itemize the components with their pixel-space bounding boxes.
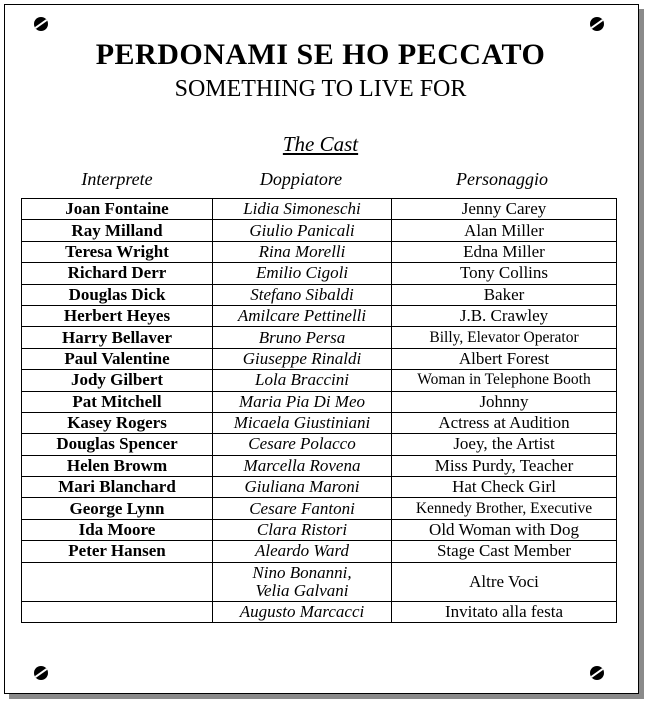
interprete-cell: Douglas Dick <box>22 284 213 305</box>
interprete-cell: Teresa Wright <box>22 241 213 262</box>
doppiatore-cell: Augusto Marcacci <box>213 601 392 622</box>
personaggio-cell: Tony Collins <box>392 263 617 284</box>
screw-icon <box>34 17 48 31</box>
table-row <box>22 519 617 540</box>
interprete-cell: Herbert Heyes <box>22 305 213 326</box>
doppiatore-cell: Aleardo Ward <box>213 541 392 562</box>
personaggio-cell: Jenny Carey <box>392 199 617 220</box>
table-row <box>22 601 617 622</box>
doppiatore-cell: Lola Braccini <box>213 370 392 391</box>
cast-heading: The Cast <box>282 132 359 156</box>
doppiatore-cell: Cesare Fantoni <box>213 498 392 519</box>
screw-icon <box>590 666 604 680</box>
personaggio-cell: Altre Voci <box>392 562 617 601</box>
table-row <box>22 412 617 433</box>
personaggio-cell: Stage Cast Member <box>392 541 617 562</box>
table-row <box>22 498 617 519</box>
doppiatore-cell: Micaela Giustiniani <box>213 412 392 433</box>
table-row <box>22 220 617 241</box>
interprete-cell: George Lynn <box>22 498 213 519</box>
column-header-personaggio: Personaggio <box>456 169 548 189</box>
personaggio-cell: Invitato alla festa <box>392 601 617 622</box>
doppiatore-line: Velia Galvani <box>255 580 349 600</box>
interprete-cell: Richard Derr <box>22 263 213 284</box>
personaggio-cell: Kennedy Brother, Executive <box>392 498 617 519</box>
table-row <box>22 284 617 305</box>
interprete-cell: Helen Browm <box>22 455 213 476</box>
personaggio-cell: Hat Check Girl <box>392 477 617 498</box>
screw-icon <box>34 666 48 680</box>
table-row <box>22 199 617 220</box>
page-subtitle: SOMETHING TO LIVE FOR <box>174 76 467 102</box>
table-row <box>22 434 617 455</box>
personaggio-cell: Joey, the Artist <box>392 434 617 455</box>
interprete-cell: Mari Blanchard <box>22 477 213 498</box>
screw-icon <box>590 17 604 31</box>
interprete-cell: Ray Milland <box>22 220 213 241</box>
doppiatore-cell: Giuliana Maroni <box>213 477 392 498</box>
personaggio-cell: Old Woman with Dog <box>392 519 617 540</box>
interprete-cell: Jody Gilbert <box>22 370 213 391</box>
interprete-cell: Kasey Rogers <box>22 412 213 433</box>
personaggio-cell: Billy, Elevator Operator <box>392 327 617 348</box>
personaggio-cell: Actress at Audition <box>392 412 617 433</box>
doppiatore-line: Nino Bonanni, <box>252 562 352 582</box>
personaggio-cell: Johnny <box>392 391 617 412</box>
table-row <box>22 562 617 601</box>
table-row <box>22 327 617 348</box>
personaggio-cell: Albert Forest <box>392 348 617 369</box>
interprete-cell: Harry Bellaver <box>22 327 213 348</box>
doppiatore-cell: Emilio Cigoli <box>213 263 392 284</box>
personaggio-cell: Baker <box>392 284 617 305</box>
personaggio-cell: Miss Purdy, Teacher <box>392 455 617 476</box>
doppiatore-cell: Amilcare Pettinelli <box>213 305 392 326</box>
interprete-cell: Douglas Spencer <box>22 434 213 455</box>
interprete-cell: Peter Hansen <box>22 541 213 562</box>
interprete-cell <box>22 562 213 601</box>
table-row <box>22 455 617 476</box>
table-row <box>22 263 617 284</box>
cast-table <box>21 198 617 623</box>
doppiatore-cell: Cesare Polacco <box>213 434 392 455</box>
personaggio-cell: Edna Miller <box>392 241 617 262</box>
doppiatore-cell: Lidia Simoneschi <box>213 199 392 220</box>
doppiatore-cell: Giulio Panicali <box>213 220 392 241</box>
table-row <box>22 241 617 262</box>
interprete-cell: Joan Fontaine <box>22 199 213 220</box>
doppiatore-cell: Marcella Rovena <box>213 455 392 476</box>
table-row <box>22 370 617 391</box>
doppiatore-cell: Clara Ristori <box>213 519 392 540</box>
personaggio-cell: J.B. Crawley <box>392 305 617 326</box>
doppiatore-cell <box>213 562 392 601</box>
doppiatore-cell: Maria Pia Di Meo <box>213 391 392 412</box>
interprete-cell <box>22 601 213 622</box>
doppiatore-cell: Giuseppe Rinaldi <box>213 348 392 369</box>
doppiatore-cell: Bruno Persa <box>213 327 392 348</box>
table-row <box>22 477 617 498</box>
table-row <box>22 348 617 369</box>
personaggio-cell: Alan Miller <box>392 220 617 241</box>
table-row <box>22 391 617 412</box>
column-header-interprete: Interprete <box>81 169 153 189</box>
page-title: PERDONAMI SE HO PECCATO <box>95 38 546 71</box>
doppiatore-cell: Stefano Sibaldi <box>213 284 392 305</box>
personaggio-cell: Woman in Telephone Booth <box>392 370 617 391</box>
table-row <box>22 305 617 326</box>
table-row <box>22 541 617 562</box>
doppiatore-cell: Rina Morelli <box>213 241 392 262</box>
interprete-cell: Pat Mitchell <box>22 391 213 412</box>
interprete-cell: Ida Moore <box>22 519 213 540</box>
column-header-doppiatore: Doppiatore <box>259 169 343 189</box>
interprete-cell: Paul Valentine <box>22 348 213 369</box>
